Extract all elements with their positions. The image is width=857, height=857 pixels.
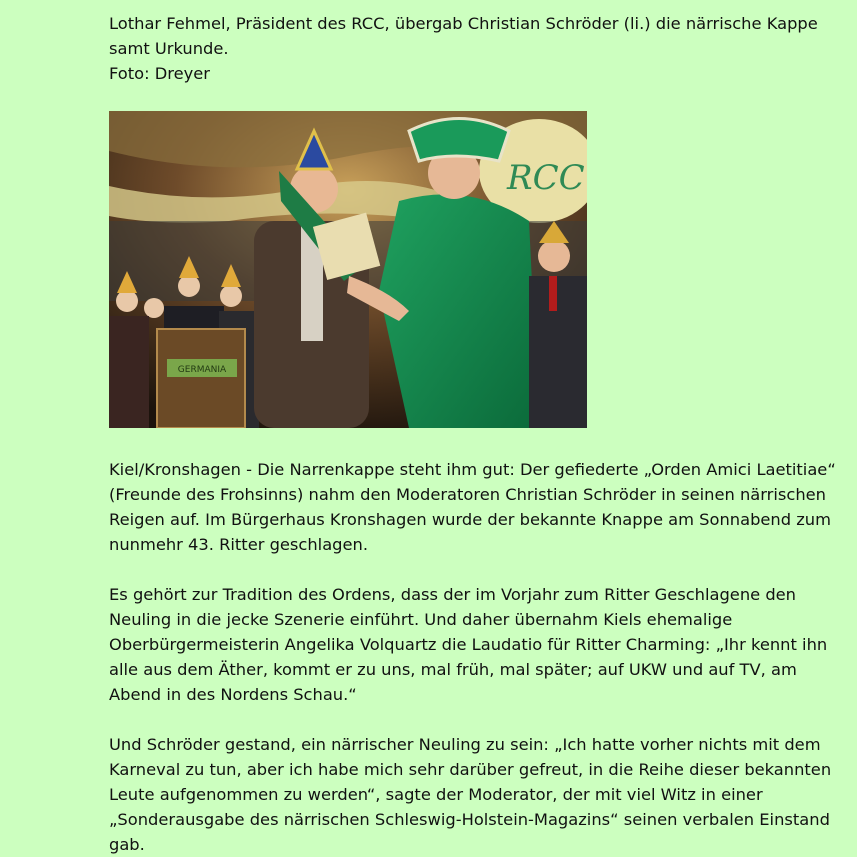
banner-text: RCC: [507, 158, 585, 198]
photo-caption: [109, 11, 839, 86]
ceremony-photo-illustration: [109, 111, 587, 428]
caption-text: Lothar Fehmel, Präsident des RCC, übergab Christian Schröder (li.) die närrische Kappe samt Urkunde.: [109, 14, 818, 58]
article-paragraph: Kiel/Kronshagen - Die Narrenkappe steht ihm gut: Der gefiederte „Orden Amici Laetitiae“ (Freunde des Frohsinns) nahm den Moderatoren Christian Schröder in seinen närrischen Reigen auf. Im Bürgerhaus Kronshagen wurde der bekannte Knappe am Sonnabend zum nunmehr 43. Ritter geschlagen.: [109, 460, 836, 554]
article-paragraph: Es gehört zur Tradition des Ordens, dass der im Vorjahr zum Ritter Geschlagene den Neuling in die jecke Szenerie einführt. Und daher übernahm Kiels ehemalige Oberbürgermeisterin Angelika Volquartz die Laudatio für Ritter Charming: „Ihr kennt ihn alle aus dem Äther, kommt er zu uns, mal früh, mal später; auf UKW und auf TV, am Abend in des Nordens Schau.“: [109, 585, 828, 704]
photo-credit: Foto: Dreyer: [109, 64, 210, 83]
article-paragraph: Und Schröder gestand, ein närrischer Neuling zu sein: „Ich hatte vorher nichts mit dem Karneval zu tun, aber ich habe mich sehr darüber gefreut, in die Reihe dieser bekannten Leute aufgenommen zu werden“, sagte der Moderator, der mit viel Witz in einer „Sonderausgabe des närrischen Schleswig-Holstein-Magazins“ seinen verbalen Einstand gab.: [109, 735, 832, 854]
article-body: [109, 457, 839, 857]
podium-text: GERMANIA: [177, 365, 227, 375]
article-photo: [109, 111, 587, 428]
